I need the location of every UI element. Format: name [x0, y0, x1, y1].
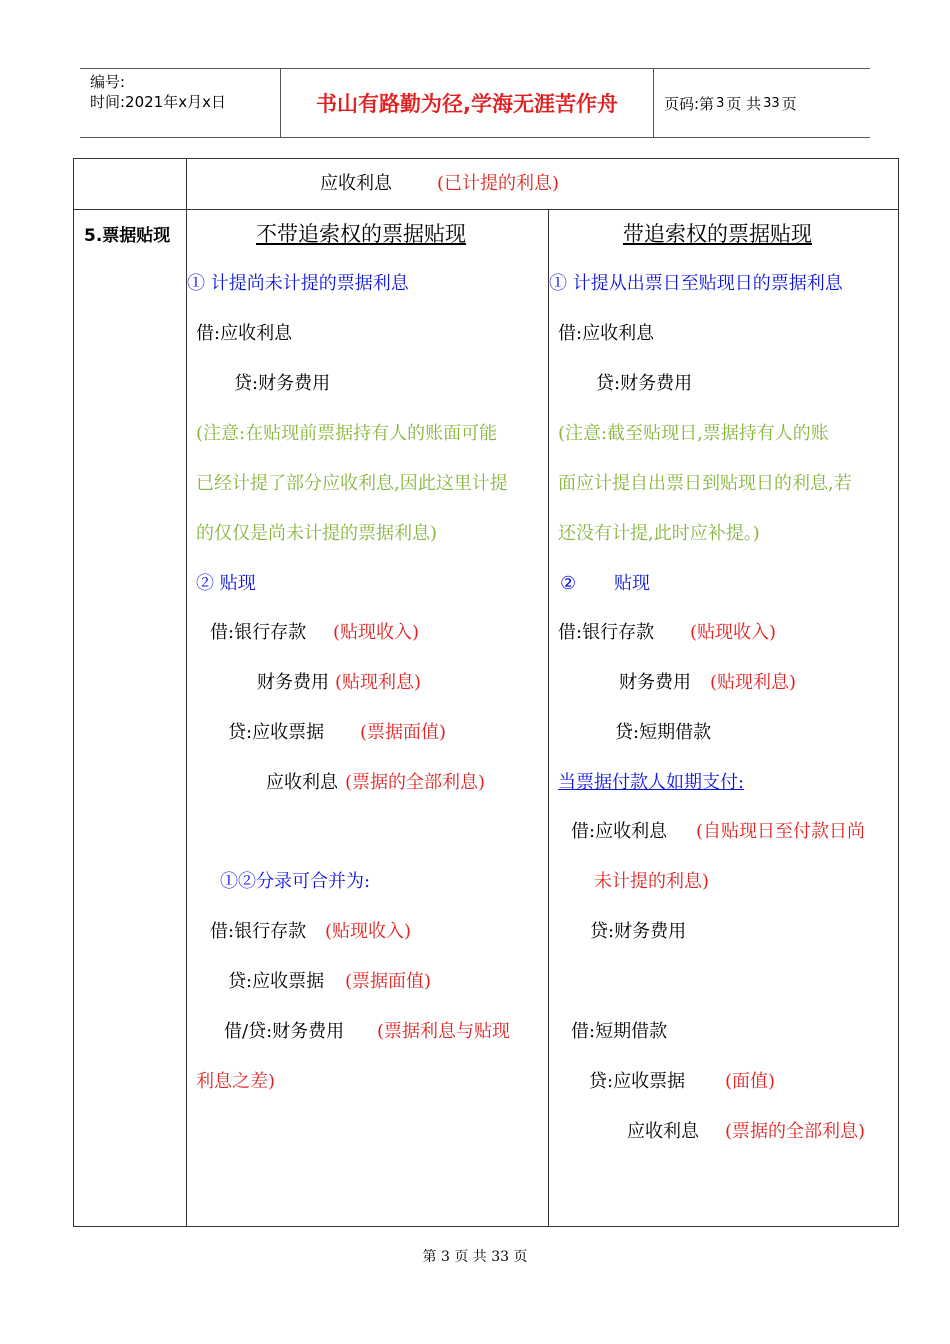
- number-label: 编号:: [90, 73, 126, 91]
- left-line: 借/贷:财务费用: [224, 1021, 345, 1042]
- left-line-note: (贴现利息): [335, 672, 422, 693]
- right-line-note: (自贴现日至付款日尚: [696, 821, 866, 842]
- right-line: 贷:短期借款: [615, 722, 712, 743]
- left-line-note: 利息之差): [196, 1071, 276, 1092]
- left-line: 应收利息: [266, 772, 338, 793]
- header-meta: [80, 69, 281, 137]
- right-line-note: (贴现收入): [690, 622, 777, 643]
- top-row-note: (已计提的利息): [437, 173, 560, 194]
- right-line: 贷:财务费用: [590, 921, 687, 942]
- left-line-note: (贴现收入): [333, 622, 420, 643]
- right-line: 借:银行存款: [558, 622, 655, 643]
- header-motto: 书山有路勤为径,学海无涯苦作舟: [281, 69, 654, 137]
- row-divider: [73, 209, 899, 210]
- right-note-line: (注意:截至贴现日,票据持有人的账: [558, 423, 829, 444]
- left-line: 贷:财务费用: [234, 373, 331, 394]
- right-line: 借:应收利息: [571, 821, 668, 842]
- left-line-note: (票据利息与贴现: [377, 1021, 511, 1042]
- left-note-line: (注意:在贴现前票据持有人的账面可能: [196, 423, 498, 444]
- page-header: [80, 68, 870, 138]
- right-line: ②: [560, 573, 577, 594]
- right-line: 借:应收利息: [558, 323, 655, 344]
- left-note-line: 已经计提了部分应收利息,因此这里计提: [196, 473, 508, 494]
- footer-total: 33: [491, 1249, 510, 1265]
- footer-mid: 页 共: [454, 1249, 487, 1265]
- right-line-note: (票据的全部利息): [725, 1121, 866, 1142]
- left-line-note: (贴现收入): [325, 921, 412, 942]
- footer-prefix: 第: [422, 1249, 437, 1265]
- footer-suffix: 页: [513, 1249, 528, 1265]
- footer-num: 3: [440, 1249, 450, 1265]
- left-line-note: (票据的全部利息): [345, 772, 486, 793]
- right-note-line: 面应计提自出票日到贴现日的利息,若: [558, 473, 852, 494]
- left-line: ①②分录可合并为:: [220, 871, 371, 892]
- right-line: ① 计提从出票日至贴现日的票据利息: [549, 273, 843, 294]
- left-line: ① 计提尚未计提的票据利息: [187, 273, 409, 294]
- header-page-info: [664, 69, 797, 137]
- left-heading: 不带追索权的票据贴现: [256, 222, 466, 246]
- col-divider-1: [186, 158, 187, 1227]
- section-title: 5.票据贴现: [84, 226, 171, 246]
- right-line-note: (贴现利息): [710, 672, 797, 693]
- right-line: 借:短期借款: [571, 1021, 668, 1042]
- top-row-item: 应收利息: [320, 173, 392, 194]
- right-line: 贷:财务费用: [596, 373, 693, 394]
- page-prefix: 页码:第: [664, 94, 715, 113]
- right-line: 当票据付款人如期支付:: [558, 772, 745, 793]
- page-footer: [0, 1246, 950, 1266]
- right-line-note: (面值): [725, 1071, 776, 1092]
- right-line: 财务费用: [619, 672, 691, 693]
- right-line: 应收利息: [627, 1121, 699, 1142]
- time-label: 时间:2021年x月x日: [90, 93, 226, 111]
- right-line: 贷:应收票据: [589, 1071, 686, 1092]
- left-line: 借:银行存款: [210, 921, 307, 942]
- page-total: 33: [763, 95, 780, 111]
- left-line: 贷:应收票据: [228, 722, 325, 743]
- right-line: 贴现: [614, 573, 650, 594]
- left-line: 贷:应收票据: [228, 971, 325, 992]
- right-heading: 带追索权的票据贴现: [623, 222, 812, 246]
- right-line-note: 未计提的利息): [594, 871, 710, 892]
- left-line: ② 贴现: [196, 573, 256, 594]
- left-line: 借:应收利息: [196, 323, 293, 344]
- page-mid: 页 共: [726, 94, 762, 113]
- left-note-line: 的仅仅是尚未计提的票据利息): [196, 523, 438, 544]
- right-note-line: 还没有计提,此时应补提。): [558, 523, 760, 544]
- left-line: 借:银行存款: [210, 622, 307, 643]
- left-line: 财务费用: [257, 672, 329, 693]
- col-divider-2: [548, 209, 549, 1227]
- page-suffix: 页: [781, 94, 797, 113]
- left-line-note: (票据面值): [345, 971, 432, 992]
- left-line-note: (票据面值): [360, 722, 447, 743]
- page-num: 3: [716, 95, 725, 111]
